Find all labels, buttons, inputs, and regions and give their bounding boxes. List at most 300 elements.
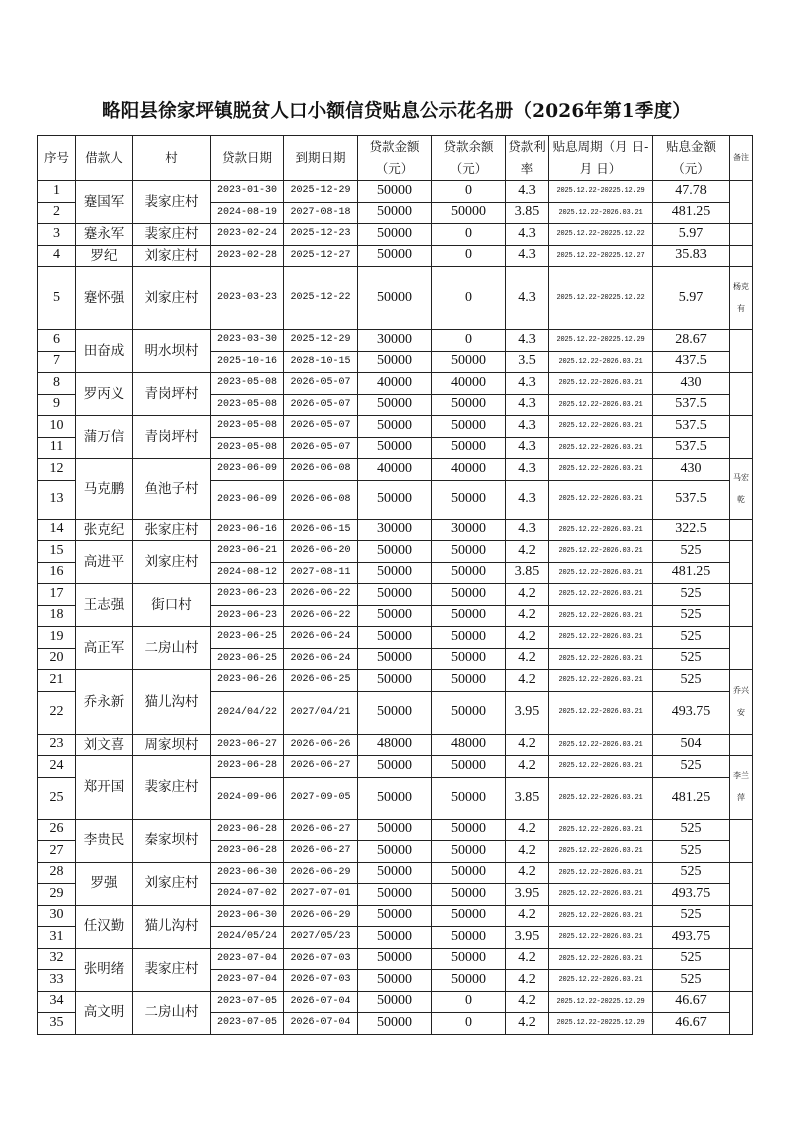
amount-cell: 40000	[358, 459, 432, 481]
period-cell: 2025.12.22-2026.03.21	[549, 841, 653, 863]
borrower-cell: 高进平	[76, 541, 133, 584]
rate-cell: 4.2	[506, 991, 549, 1013]
balance-cell: 48000	[432, 734, 506, 756]
borrower-cell: 高正军	[76, 627, 133, 670]
due-date-cell: 2027-08-11	[284, 562, 358, 584]
loan-date-cell: 2024/05/24	[211, 927, 284, 949]
subsidy-cell: 35.83	[653, 245, 730, 267]
amount-cell: 50000	[358, 948, 432, 970]
borrower-cell: 马克鹏	[76, 459, 133, 520]
seq-cell: 23	[38, 734, 76, 756]
period-cell: 2025.12.22-20225.12.29	[549, 1013, 653, 1035]
rate-cell: 4.3	[506, 416, 549, 438]
rate-cell: 3.85	[506, 202, 549, 224]
rate-cell: 4.3	[506, 437, 549, 459]
loan-date-cell: 2023-03-30	[211, 330, 284, 352]
table-row	[38, 416, 753, 438]
period-cell: 2025.12.22-2026.03.21	[549, 734, 653, 756]
loan-date-cell: 2023-05-08	[211, 373, 284, 395]
amount-cell: 50000	[358, 756, 432, 778]
seq-cell: 9	[38, 394, 76, 416]
subsidy-cell: 481.25	[653, 202, 730, 224]
loan-date-cell: 2024-08-19	[211, 202, 284, 224]
loan-date-cell: 2024-08-12	[211, 562, 284, 584]
subsidy-cell: 504	[653, 734, 730, 756]
subsidy-cell: 437.5	[653, 351, 730, 373]
table-row	[38, 734, 753, 756]
amount-cell: 50000	[358, 245, 432, 267]
loan-date-cell: 2025-10-16	[211, 351, 284, 373]
rate-cell: 4.3	[506, 394, 549, 416]
seq-cell: 8	[38, 373, 76, 395]
village-cell: 裴家庄村	[133, 224, 211, 246]
amount-cell: 50000	[358, 224, 432, 246]
village-cell: 刘家庄村	[133, 862, 211, 905]
header-row	[38, 136, 753, 181]
header-borrower: 借款人	[76, 136, 133, 181]
rate-cell: 4.2	[506, 948, 549, 970]
header-remark: 备注	[730, 136, 753, 181]
loan-date-cell: 2023-06-23	[211, 584, 284, 606]
table-row	[38, 862, 753, 884]
due-date-cell: 2025-12-27	[284, 245, 358, 267]
table-row	[38, 267, 753, 330]
loan-date-cell: 2023-05-08	[211, 437, 284, 459]
borrower-cell: 郑开国	[76, 756, 133, 820]
period-cell: 2025.12.22-2026.03.21	[549, 691, 653, 734]
village-cell: 二房山村	[133, 627, 211, 670]
period-cell: 2025.12.22-20225.12.29	[549, 330, 653, 352]
loan-date-cell: 2023-06-28	[211, 841, 284, 863]
due-date-cell: 2026-05-07	[284, 416, 358, 438]
due-date-cell: 2026-06-24	[284, 648, 358, 670]
village-cell: 刘家庄村	[133, 267, 211, 330]
borrower-cell: 乔永新	[76, 670, 133, 735]
subsidy-cell: 493.75	[653, 884, 730, 906]
remark-cell: 马宏乾	[730, 459, 753, 520]
subsidy-cell: 481.25	[653, 777, 730, 819]
header-subsidy: 贴息金额（元）	[653, 136, 730, 181]
amount-cell: 50000	[358, 584, 432, 606]
header-rate: 贷款利率	[506, 136, 549, 181]
borrower-cell: 任汉勤	[76, 905, 133, 948]
table-row	[38, 670, 753, 692]
remark-cell	[730, 181, 753, 224]
seq-cell: 17	[38, 584, 76, 606]
village-cell: 青岗坪村	[133, 373, 211, 416]
borrower-cell: 张克纪	[76, 519, 133, 541]
loan-date-cell: 2023-07-04	[211, 948, 284, 970]
remark-cell	[730, 416, 753, 459]
amount-cell: 50000	[358, 819, 432, 841]
period-cell: 2025.12.22-2026.03.21	[549, 648, 653, 670]
remark-cell	[730, 991, 753, 1034]
subsidy-cell: 537.5	[653, 394, 730, 416]
rate-cell: 3.85	[506, 777, 549, 819]
header-loan-date: 贷款日期	[211, 136, 284, 181]
period-cell: 2025.12.22-2026.03.21	[549, 541, 653, 563]
balance-cell: 50000	[432, 562, 506, 584]
rate-cell: 4.2	[506, 648, 549, 670]
balance-cell: 0	[432, 181, 506, 203]
subsidy-cell: 430	[653, 373, 730, 395]
village-cell: 秦家坝村	[133, 819, 211, 862]
balance-cell: 50000	[432, 648, 506, 670]
borrower-cell: 罗纪	[76, 245, 133, 267]
rate-cell: 4.3	[506, 519, 549, 541]
table-row	[38, 245, 753, 267]
loan-date-cell: 2024-09-06	[211, 777, 284, 819]
subsidy-cell: 322.5	[653, 519, 730, 541]
seq-cell: 25	[38, 777, 76, 819]
borrower-cell: 李贵民	[76, 819, 133, 862]
subsidy-cell: 46.67	[653, 1013, 730, 1035]
subsidy-cell: 525	[653, 948, 730, 970]
village-cell: 猫儿沟村	[133, 670, 211, 735]
amount-cell: 50000	[358, 627, 432, 649]
subsidy-cell: 525	[653, 905, 730, 927]
seq-cell: 32	[38, 948, 76, 970]
subsidy-cell: 493.75	[653, 927, 730, 949]
amount-cell: 50000	[358, 777, 432, 819]
due-date-cell: 2026-06-20	[284, 541, 358, 563]
page-title: 略阳县徐家坪镇脱贫人口小额信贷贴息公示花名册（2026年第1季度）	[102, 101, 691, 122]
seq-cell: 20	[38, 648, 76, 670]
amount-cell: 50000	[358, 202, 432, 224]
table-row	[38, 181, 753, 203]
due-date-cell: 2026-06-22	[284, 584, 358, 606]
due-date-cell: 2026-07-03	[284, 948, 358, 970]
balance-cell: 50000	[432, 670, 506, 692]
due-date-cell: 2026-05-07	[284, 394, 358, 416]
remark-cell	[730, 245, 753, 267]
remark-cell	[730, 330, 753, 373]
subsidy-cell: 525	[653, 841, 730, 863]
amount-cell: 50000	[358, 1013, 432, 1035]
loan-date-cell: 2023-06-30	[211, 862, 284, 884]
table-row	[38, 330, 753, 352]
subsidy-cell: 481.25	[653, 562, 730, 584]
loan-date-cell: 2023-06-25	[211, 627, 284, 649]
balance-cell: 50000	[432, 416, 506, 438]
rate-cell: 4.3	[506, 224, 549, 246]
remark-cell	[730, 819, 753, 862]
village-cell: 街口村	[133, 584, 211, 627]
period-cell: 2025.12.22-2026.03.21	[549, 670, 653, 692]
subsidy-cell: 525	[653, 670, 730, 692]
due-date-cell: 2026-05-07	[284, 437, 358, 459]
rate-cell: 4.3	[506, 373, 549, 395]
amount-cell: 30000	[358, 519, 432, 541]
balance-cell: 0	[432, 224, 506, 246]
table-row	[38, 905, 753, 927]
rate-cell: 4.2	[506, 734, 549, 756]
loan-date-cell: 2023-07-04	[211, 970, 284, 992]
amount-cell: 50000	[358, 267, 432, 330]
remark-cell	[730, 519, 753, 541]
due-date-cell: 2026-07-04	[284, 991, 358, 1013]
rate-cell: 3.95	[506, 691, 549, 734]
borrower-cell: 罗强	[76, 862, 133, 905]
header-balance: 贷款余额（元）	[432, 136, 506, 181]
borrower-cell: 王志强	[76, 584, 133, 627]
seq-cell: 2	[38, 202, 76, 224]
due-date-cell: 2026-06-25	[284, 670, 358, 692]
seq-cell: 11	[38, 437, 76, 459]
rate-cell: 4.2	[506, 819, 549, 841]
loan-date-cell: 2023-06-16	[211, 519, 284, 541]
amount-cell: 50000	[358, 862, 432, 884]
seq-cell: 4	[38, 245, 76, 267]
due-date-cell: 2026-07-04	[284, 1013, 358, 1035]
loan-date-cell: 2024/04/22	[211, 691, 284, 734]
due-date-cell: 2028-10-15	[284, 351, 358, 373]
balance-cell: 50000	[432, 351, 506, 373]
period-cell: 2025.12.22-2026.03.21	[549, 927, 653, 949]
period-cell: 2025.12.22-2026.03.21	[549, 862, 653, 884]
period-cell: 2025.12.22-2026.03.21	[549, 202, 653, 224]
remark-cell	[730, 541, 753, 584]
seq-cell: 18	[38, 605, 76, 627]
rate-cell: 4.3	[506, 459, 549, 481]
table-row	[38, 584, 753, 606]
due-date-cell: 2027/04/21	[284, 691, 358, 734]
balance-cell: 50000	[432, 819, 506, 841]
period-cell: 2025.12.22-2026.03.21	[549, 459, 653, 481]
loan-date-cell: 2023-05-08	[211, 394, 284, 416]
rate-cell: 4.2	[506, 862, 549, 884]
balance-cell: 50000	[432, 777, 506, 819]
balance-cell: 30000	[432, 519, 506, 541]
loan-date-cell: 2023-05-08	[211, 416, 284, 438]
loan-date-cell: 2023-06-28	[211, 819, 284, 841]
subsidy-cell: 47.78	[653, 181, 730, 203]
loan-date-cell: 2023-06-09	[211, 480, 284, 519]
table-row	[38, 819, 753, 841]
subsidy-cell: 28.67	[653, 330, 730, 352]
seq-cell: 27	[38, 841, 76, 863]
seq-cell: 12	[38, 459, 76, 481]
period-cell: 2025.12.22-2026.03.21	[549, 970, 653, 992]
remark-cell	[730, 584, 753, 627]
amount-cell: 50000	[358, 480, 432, 519]
table-row	[38, 373, 753, 395]
remark-cell: 杨克有	[730, 267, 753, 330]
period-cell: 2025.12.22-2026.03.21	[549, 819, 653, 841]
rate-cell: 3.95	[506, 884, 549, 906]
amount-cell: 50000	[358, 181, 432, 203]
rate-cell: 4.3	[506, 330, 549, 352]
table-row	[38, 627, 753, 649]
due-date-cell: 2026-06-27	[284, 819, 358, 841]
period-cell: 2025.12.22-20225.12.27	[549, 245, 653, 267]
balance-cell: 50000	[432, 202, 506, 224]
header-due-date: 到期日期	[284, 136, 358, 181]
period-cell: 2025.12.22-2026.03.21	[549, 584, 653, 606]
seq-cell: 24	[38, 756, 76, 778]
due-date-cell: 2026-06-22	[284, 605, 358, 627]
period-cell: 2025.12.22-2026.03.21	[549, 394, 653, 416]
amount-cell: 50000	[358, 884, 432, 906]
remark-cell	[730, 948, 753, 991]
subsidy-cell: 537.5	[653, 437, 730, 459]
balance-cell: 50000	[432, 605, 506, 627]
period-cell: 2025.12.22-2026.03.21	[549, 416, 653, 438]
rate-cell: 4.2	[506, 1013, 549, 1035]
seq-cell: 16	[38, 562, 76, 584]
remark-cell	[730, 905, 753, 948]
loan-date-cell: 2023-07-05	[211, 1013, 284, 1035]
amount-cell: 50000	[358, 991, 432, 1013]
loan-date-cell: 2023-02-28	[211, 245, 284, 267]
seq-cell: 10	[38, 416, 76, 438]
village-cell: 周家坝村	[133, 734, 211, 756]
loan-date-cell: 2023-07-05	[211, 991, 284, 1013]
rate-cell: 4.3	[506, 480, 549, 519]
balance-cell: 50000	[432, 691, 506, 734]
borrower-cell: 张明绪	[76, 948, 133, 991]
due-date-cell: 2026-06-26	[284, 734, 358, 756]
amount-cell: 50000	[358, 691, 432, 734]
subsidy-cell: 537.5	[653, 480, 730, 519]
borrower-cell: 刘文喜	[76, 734, 133, 756]
borrower-cell: 高文明	[76, 991, 133, 1034]
due-date-cell: 2026-05-07	[284, 373, 358, 395]
remark-cell	[730, 373, 753, 416]
seq-cell: 15	[38, 541, 76, 563]
loan-date-cell: 2023-03-23	[211, 267, 284, 330]
period-cell: 2025.12.22-20225.12.29	[549, 181, 653, 203]
loan-date-cell: 2023-06-09	[211, 459, 284, 481]
subsidy-cell: 525	[653, 862, 730, 884]
village-cell: 裴家庄村	[133, 948, 211, 991]
rate-cell: 4.3	[506, 267, 549, 330]
rate-cell: 4.2	[506, 670, 549, 692]
amount-cell: 48000	[358, 734, 432, 756]
due-date-cell: 2027/05/23	[284, 927, 358, 949]
subsidy-cell: 5.97	[653, 224, 730, 246]
balance-cell: 50000	[432, 970, 506, 992]
amount-cell: 50000	[358, 905, 432, 927]
loan-date-cell: 2023-02-24	[211, 224, 284, 246]
due-date-cell: 2026-06-08	[284, 459, 358, 481]
loan-date-cell: 2023-06-25	[211, 648, 284, 670]
subsidy-cell: 525	[653, 605, 730, 627]
due-date-cell: 2026-06-27	[284, 756, 358, 778]
table-row	[38, 948, 753, 970]
village-cell: 明水坝村	[133, 330, 211, 373]
period-cell: 2025.12.22-2026.03.21	[549, 373, 653, 395]
amount-cell: 50000	[358, 970, 432, 992]
period-cell: 2025.12.22-2026.03.21	[549, 437, 653, 459]
balance-cell: 50000	[432, 541, 506, 563]
subsidy-roster-table	[37, 135, 753, 1035]
table-row	[38, 991, 753, 1013]
period-cell: 2025.12.22-2026.03.21	[549, 948, 653, 970]
table-row	[38, 224, 753, 246]
amount-cell: 50000	[358, 670, 432, 692]
due-date-cell: 2027-07-01	[284, 884, 358, 906]
balance-cell: 50000	[432, 841, 506, 863]
village-cell: 裴家庄村	[133, 181, 211, 224]
amount-cell: 50000	[358, 605, 432, 627]
remark-cell	[730, 734, 753, 756]
seq-cell: 19	[38, 627, 76, 649]
village-cell: 刘家庄村	[133, 245, 211, 267]
due-date-cell: 2025-12-23	[284, 224, 358, 246]
seq-cell: 33	[38, 970, 76, 992]
borrower-cell: 田奋成	[76, 330, 133, 373]
borrower-cell: 罗丙义	[76, 373, 133, 416]
due-date-cell: 2026-06-15	[284, 519, 358, 541]
period-cell: 2025.12.22-2026.03.21	[549, 351, 653, 373]
loan-date-cell: 2024-07-02	[211, 884, 284, 906]
seq-cell: 26	[38, 819, 76, 841]
period-cell: 2025.12.22-20225.12.22	[549, 224, 653, 246]
seq-cell: 3	[38, 224, 76, 246]
seq-cell: 34	[38, 991, 76, 1013]
table-row	[38, 519, 753, 541]
village-cell: 张家庄村	[133, 519, 211, 541]
rate-cell: 4.3	[506, 181, 549, 203]
seq-cell: 7	[38, 351, 76, 373]
period-cell: 2025.12.22-2026.03.21	[549, 777, 653, 819]
subsidy-cell: 525	[653, 627, 730, 649]
table-row	[38, 459, 753, 481]
amount-cell: 40000	[358, 373, 432, 395]
amount-cell: 50000	[358, 562, 432, 584]
header-amount: 贷款金额（元）	[358, 136, 432, 181]
balance-cell: 50000	[432, 905, 506, 927]
subsidy-cell: 537.5	[653, 416, 730, 438]
due-date-cell: 2027-08-18	[284, 202, 358, 224]
due-date-cell: 2025-12-22	[284, 267, 358, 330]
loan-date-cell: 2023-06-23	[211, 605, 284, 627]
remark-cell	[730, 862, 753, 905]
rate-cell: 4.2	[506, 584, 549, 606]
table-row	[38, 541, 753, 563]
balance-cell: 50000	[432, 756, 506, 778]
subsidy-cell: 525	[653, 819, 730, 841]
subsidy-cell: 525	[653, 541, 730, 563]
period-cell: 2025.12.22-2026.03.21	[549, 480, 653, 519]
village-cell: 刘家庄村	[133, 541, 211, 584]
amount-cell: 50000	[358, 416, 432, 438]
balance-cell: 50000	[432, 394, 506, 416]
village-cell: 青岗坪村	[133, 416, 211, 459]
seq-cell: 5	[38, 267, 76, 330]
rate-cell: 4.2	[506, 841, 549, 863]
borrower-cell: 蹇怀强	[76, 267, 133, 330]
balance-cell: 0	[432, 991, 506, 1013]
table-row	[38, 756, 753, 778]
balance-cell: 0	[432, 1013, 506, 1035]
seq-cell: 30	[38, 905, 76, 927]
borrower-cell: 蒲万信	[76, 416, 133, 459]
remark-cell: 乔兴安	[730, 670, 753, 735]
period-cell: 2025.12.22-2026.03.21	[549, 627, 653, 649]
period-cell: 2025.12.22-2026.03.21	[549, 905, 653, 927]
balance-cell: 50000	[432, 437, 506, 459]
rate-cell: 3.85	[506, 562, 549, 584]
village-cell: 猫儿沟村	[133, 905, 211, 948]
amount-cell: 50000	[358, 437, 432, 459]
rate-cell: 3.95	[506, 927, 549, 949]
seq-cell: 22	[38, 691, 76, 734]
amount-cell: 30000	[358, 330, 432, 352]
balance-cell: 50000	[432, 862, 506, 884]
loan-date-cell: 2023-01-30	[211, 181, 284, 203]
